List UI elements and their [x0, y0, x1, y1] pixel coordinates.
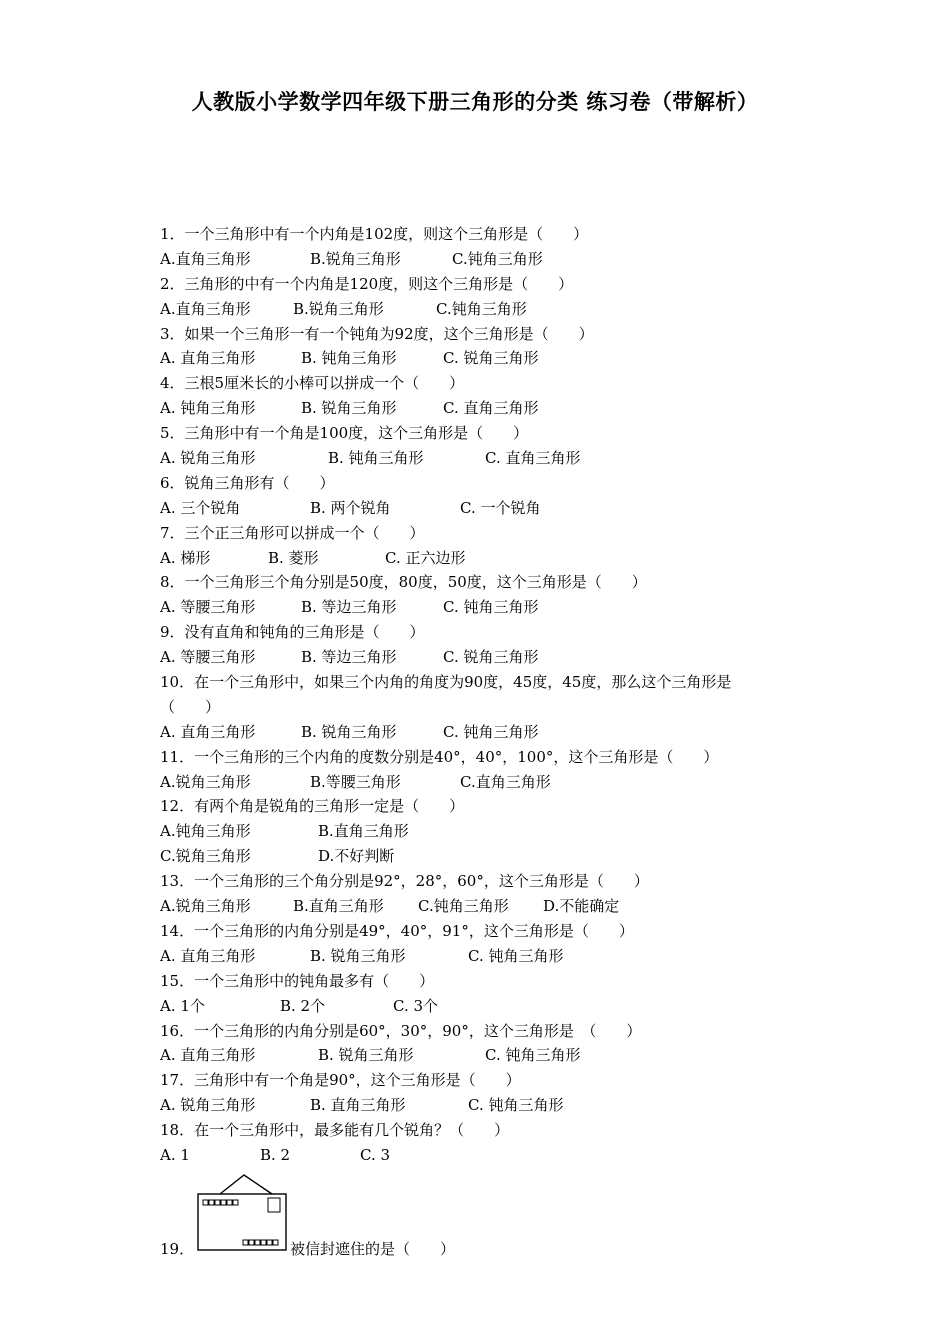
option: C.钝角三角形 [452, 249, 543, 268]
question-text: 8．一个三角形三个角分别是50度，80度，50度，这个三角形是（ ） [160, 573, 647, 592]
question-text: 5．三角形中有一个角是100度，这个三角形是（ ） [160, 424, 529, 443]
option: A. 等腰三角形 [160, 648, 256, 667]
option: A. 直角三角形 [160, 1046, 256, 1065]
envelope-figure [196, 1170, 288, 1252]
question-text: 2．三角形的中有一个内角是120度，则这个三角形是（ ） [160, 274, 574, 293]
option: D.不能确定 [543, 897, 620, 916]
option: C. 正六边形 [385, 548, 466, 567]
option: B. 菱形 [268, 548, 319, 567]
option: A. 直角三角形 [160, 722, 256, 741]
option: D.不好判断 [318, 847, 395, 866]
option: B. 锐角三角形 [301, 399, 397, 418]
question-text: 4．三根5厘米长的小棒可以拼成一个（ ） [160, 374, 465, 393]
options-row [160, 496, 800, 521]
option: C. 钝角三角形 [485, 1046, 581, 1065]
question-text: 6．锐角三角形有（ ） [160, 473, 335, 492]
option: A. 直角三角形 [160, 946, 256, 965]
option: A.直角三角形 [160, 249, 251, 268]
question-text: 10．在一个三角形中，如果三个内角的角度为90度，45度，45度，那么这个三角形是 [160, 673, 732, 692]
options-row [160, 1043, 800, 1068]
option: A. 三个锐角 [160, 498, 241, 517]
option: C. 钝角三角形 [468, 946, 564, 965]
question-list [160, 222, 800, 1168]
options-row [160, 546, 800, 571]
options-row [160, 446, 800, 471]
options-row [160, 994, 800, 1019]
question-text: 15．一个三角形中的钝角最多有（ ） [160, 971, 435, 990]
options-row [160, 396, 800, 421]
options-row [160, 247, 800, 272]
option: A. 直角三角形 [160, 349, 256, 368]
option: C. 钝角三角形 [443, 598, 539, 617]
option: C.钝角三角形 [436, 299, 527, 318]
options-row [160, 297, 800, 322]
question-text: 11．一个三角形的三个内角的度数分别是40°，40°，100°，这个三角形是（ ） [160, 747, 719, 766]
option: A. 钝角三角形 [160, 399, 256, 418]
question-19-number: 19． [160, 1240, 195, 1258]
options-row [160, 645, 800, 670]
option: C.直角三角形 [460, 772, 551, 791]
options-row [160, 844, 800, 869]
options-row [160, 819, 800, 844]
question-text-continued: （ ） [160, 697, 221, 716]
option: B. 直角三角形 [310, 1096, 406, 1115]
option: C. 3 [360, 1145, 391, 1164]
option: C. 锐角三角形 [443, 648, 539, 667]
option: A. 1个 [160, 996, 205, 1015]
option: B. 钝角三角形 [328, 449, 424, 468]
option: C. 直角三角形 [485, 449, 581, 468]
options-row [160, 894, 800, 919]
option: A.直角三角形 [160, 299, 251, 318]
option: B.直角三角形 [318, 822, 409, 841]
options-row [160, 1143, 800, 1168]
option: A.钝角三角形 [160, 822, 251, 841]
option: C. 3个 [393, 996, 439, 1015]
question-text: 18．在一个三角形中，最多能有几个锐角？（ ） [160, 1121, 510, 1140]
option: A. 锐角三角形 [160, 1096, 256, 1115]
options-row [160, 346, 800, 371]
question-19 [160, 1170, 800, 1260]
question-text: 3．如果一个三角形一有一个钝角为92度，这个三角形是（ ） [160, 324, 594, 343]
option: A. 梯形 [160, 548, 211, 567]
question-19-text: 被信封遮住的是（ ） [290, 1240, 456, 1258]
question-text: 17．三角形中有一个角是90°，这个三角形是（ ） [160, 1071, 521, 1090]
options-row [160, 720, 800, 745]
options-row [160, 770, 800, 795]
question-text: 13．一个三角形的三个角分别是92°，28°，60°，这个三角形是（ ） [160, 872, 649, 891]
option: C. 锐角三角形 [443, 349, 539, 368]
option: B. 锐角三角形 [318, 1046, 414, 1065]
option: B.等腰三角形 [310, 772, 401, 791]
option: C. 钝角三角形 [443, 722, 539, 741]
option: C. 直角三角形 [443, 399, 539, 418]
option: C.钝角三角形 [418, 897, 509, 916]
option: B. 两个锐角 [310, 498, 391, 517]
question-text: 14．一个三角形的内角分别是49°，40°，91°，这个三角形是（ ） [160, 921, 634, 940]
option: B.锐角三角形 [310, 249, 401, 268]
option: A.锐角三角形 [160, 897, 251, 916]
option: B. 2 [260, 1145, 291, 1164]
option: B. 等边三角形 [301, 598, 397, 617]
option: B.锐角三角形 [293, 299, 384, 318]
option: B. 钝角三角形 [301, 349, 397, 368]
option: B.直角三角形 [293, 897, 384, 916]
question-text: 7．三个正三角形可以拼成一个（ ） [160, 523, 425, 542]
option: C. 一个锐角 [460, 498, 541, 517]
options-row [160, 944, 800, 969]
option: A.锐角三角形 [160, 772, 251, 791]
option: B. 锐角三角形 [310, 946, 406, 965]
question-text: 12．有两个角是锐角的三角形一定是（ ） [160, 797, 465, 816]
option: C.锐角三角形 [160, 847, 251, 866]
option: B. 等边三角形 [301, 648, 397, 667]
options-row [160, 595, 800, 620]
option: B. 锐角三角形 [301, 722, 397, 741]
page-title: 人教版小学数学四年级下册三角形的分类 练习卷（带解析） [191, 90, 759, 114]
question-text: 1．一个三角形中有一个内角是102度，则这个三角形是（ ） [160, 225, 589, 243]
options-row [160, 1093, 800, 1118]
question-text: 16．一个三角形的内角分别是60°，30°，90°，这个三角形是 （ ） [160, 1021, 642, 1040]
option: A. 等腰三角形 [160, 598, 256, 617]
question-text: 9．没有直角和钝角的三角形是（ ） [160, 623, 425, 642]
option: C. 钝角三角形 [468, 1096, 564, 1115]
option: A. 锐角三角形 [160, 449, 256, 468]
option: B. 2个 [280, 996, 326, 1015]
option: A. 1 [160, 1145, 190, 1164]
